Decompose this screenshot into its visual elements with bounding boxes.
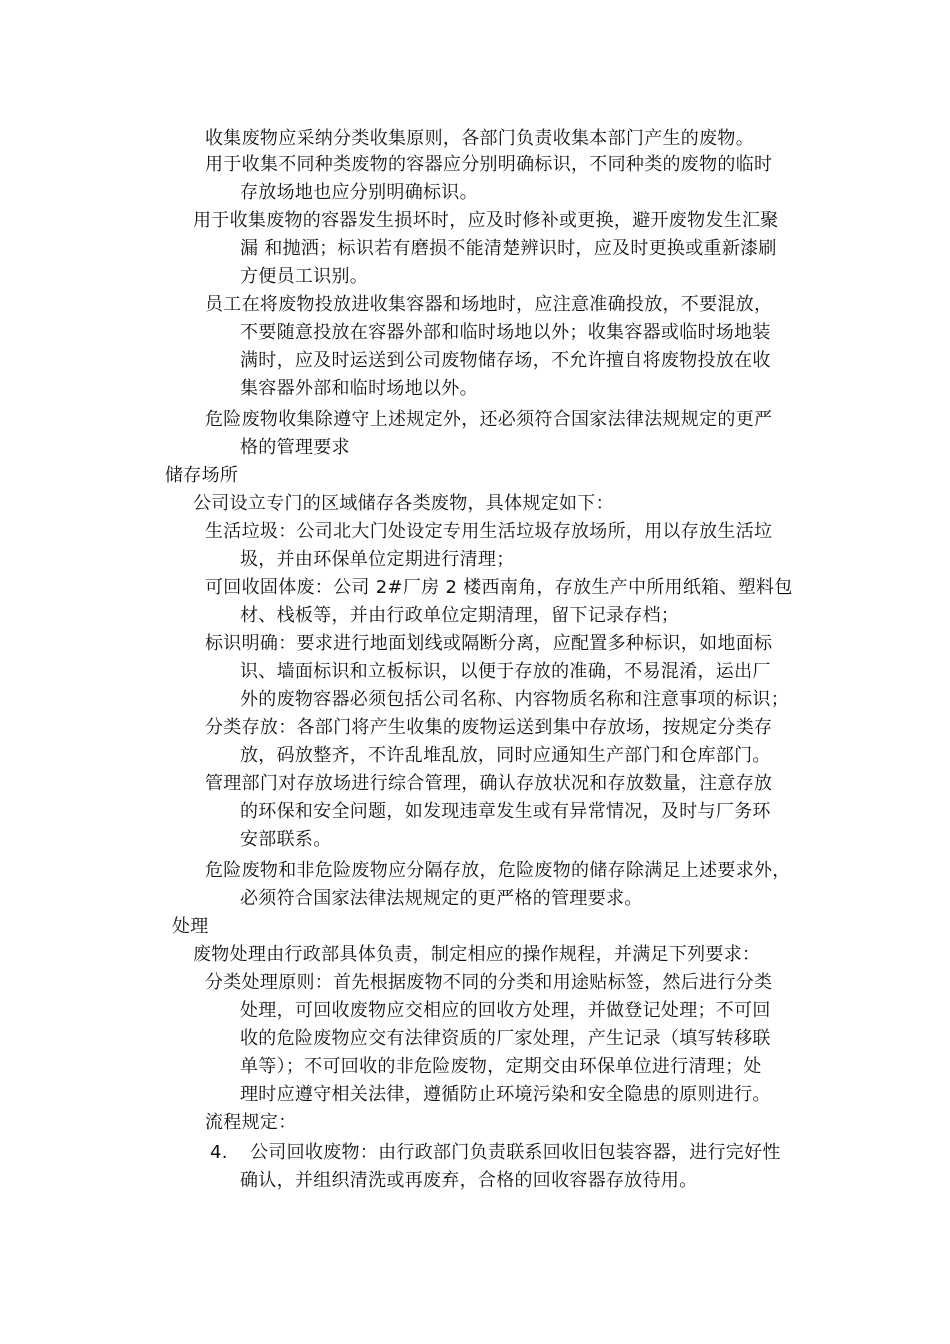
paragraph-line: 存放场地也应分别明确标识。 bbox=[240, 182, 478, 203]
paragraph-line: 放，码放整齐，不许乱堆乱放，同时应通知生产部门和仓库部门。 bbox=[240, 745, 771, 766]
paragraph-line: 满时，应及时运送到公司废物储存场，不允许擅自将废物投放在收 bbox=[240, 350, 771, 371]
paragraph-line: 分类处理原则：首先根据废物不同的分类和用途贴标签，然后进行分类 bbox=[205, 972, 773, 993]
paragraph-line: 公司设立专门的区域储存各类废物，具体规定如下： bbox=[193, 493, 614, 514]
item-text: 公司回收废物：由行政部门负责联系回收旧包装容器，进行完好性 bbox=[250, 1142, 781, 1163]
paragraph-line: 废物处理由行政部具体负责，制定相应的操作规程，并满足下列要求： bbox=[193, 944, 761, 965]
paragraph-line: 员工在将废物投放进收集容器和场地时，应注意准确投放，不要混放， bbox=[205, 294, 773, 315]
paragraph-line: 管理部门对存放场进行综合管理，确认存放状况和存放数量，注意存放 bbox=[205, 773, 773, 794]
paragraph-line: 可回收固体废：公司 2#厂房 2 楼西南角，存放生产中所用纸箱、塑料包 bbox=[205, 577, 793, 598]
paragraph-line: 确认，并组织清洗或再废弃，合格的回收容器存放待用。 bbox=[240, 1170, 698, 1191]
paragraph-line: 收集废物应采纳分类收集原则，各部门负责收集本部门产生的废物。 bbox=[205, 128, 754, 149]
paragraph-line: 收的危险废物应交有法律资质的厂家处理，产生记录（填写转移联 bbox=[240, 1028, 771, 1049]
paragraph-line: 流程规定： bbox=[205, 1112, 297, 1133]
paragraph-line: 漏 和抛洒；标识若有磨损不能清楚辨识时，应及时更换或重新漆刷 bbox=[240, 238, 777, 259]
paragraph-line: 方便员工识别。 bbox=[240, 266, 369, 287]
paragraph-line: 外的废物容器必须包括公司名称、内容物质名称和注意事项的标识； bbox=[240, 689, 789, 710]
paragraph-line: 不要随意投放在容器外部和临时场地以外；收集容器或临时场地装 bbox=[240, 322, 771, 343]
paragraph-line: 必须符合国家法律法规规定的更严格的管理要求。 bbox=[240, 888, 643, 909]
paragraph-line: 用于收集不同种类废物的容器应分别明确标识，不同种类的废物的临时 bbox=[205, 154, 773, 175]
paragraph-line: 识、墙面标识和立板标识，以便于存放的准确，不易混淆，运出厂 bbox=[240, 661, 771, 682]
section-heading-storage: 储存场所 bbox=[165, 465, 239, 486]
paragraph-line: 安部联系。 bbox=[240, 829, 332, 850]
numbered-item-line bbox=[210, 1140, 781, 1166]
section-heading-handling: 处理 bbox=[172, 916, 209, 937]
paragraph-line: 集容器外部和临时场地以外。 bbox=[240, 378, 478, 399]
paragraph-line: 的环保和安全问题，如发现违章发生或有异常情况，及时与厂务环 bbox=[240, 801, 771, 822]
paragraph-line: 格的管理要求 bbox=[240, 437, 350, 458]
item-number: 4. bbox=[210, 1142, 228, 1163]
paragraph-line: 危险废物收集除遵守上述规定外，还必须符合国家法律法规规定的更严 bbox=[205, 409, 773, 430]
paragraph-line: 单等）；不可回收的非危险废物，定期交由环保单位进行清理；处 bbox=[240, 1056, 762, 1077]
paragraph-line: 处理，可回收废物应交相应的回收方处理，并做登记处理；不可回 bbox=[240, 1000, 771, 1021]
paragraph-line: 理时应遵守相关法律，遵循防止环境污染和安全隐患的原则进行。 bbox=[240, 1084, 771, 1105]
paragraph-line: 标识明确：要求进行地面划线或隔断分离，应配置多种标识，如地面标 bbox=[205, 633, 773, 654]
paragraph-line: 生活垃圾：公司北大门处设定专用生活垃圾存放场所，用以存放生活垃 bbox=[205, 521, 773, 542]
paragraph-line: 危险废物和非危险废物应分隔存放，危险废物的储存除满足上述要求外， bbox=[205, 860, 791, 881]
paragraph-line: 分类存放：各部门将产生收集的废物运送到集中存放场，按规定分类存 bbox=[205, 717, 773, 738]
paragraph-line: 材、栈板等，并由行政单位定期清理，留下记录存档； bbox=[240, 605, 680, 626]
paragraph-line: 用于收集废物的容器发生损坏时，应及时修补或更换，避开废物发生汇聚 bbox=[193, 210, 779, 231]
paragraph-line: 圾，并由环保单位定期进行清理； bbox=[240, 549, 515, 570]
